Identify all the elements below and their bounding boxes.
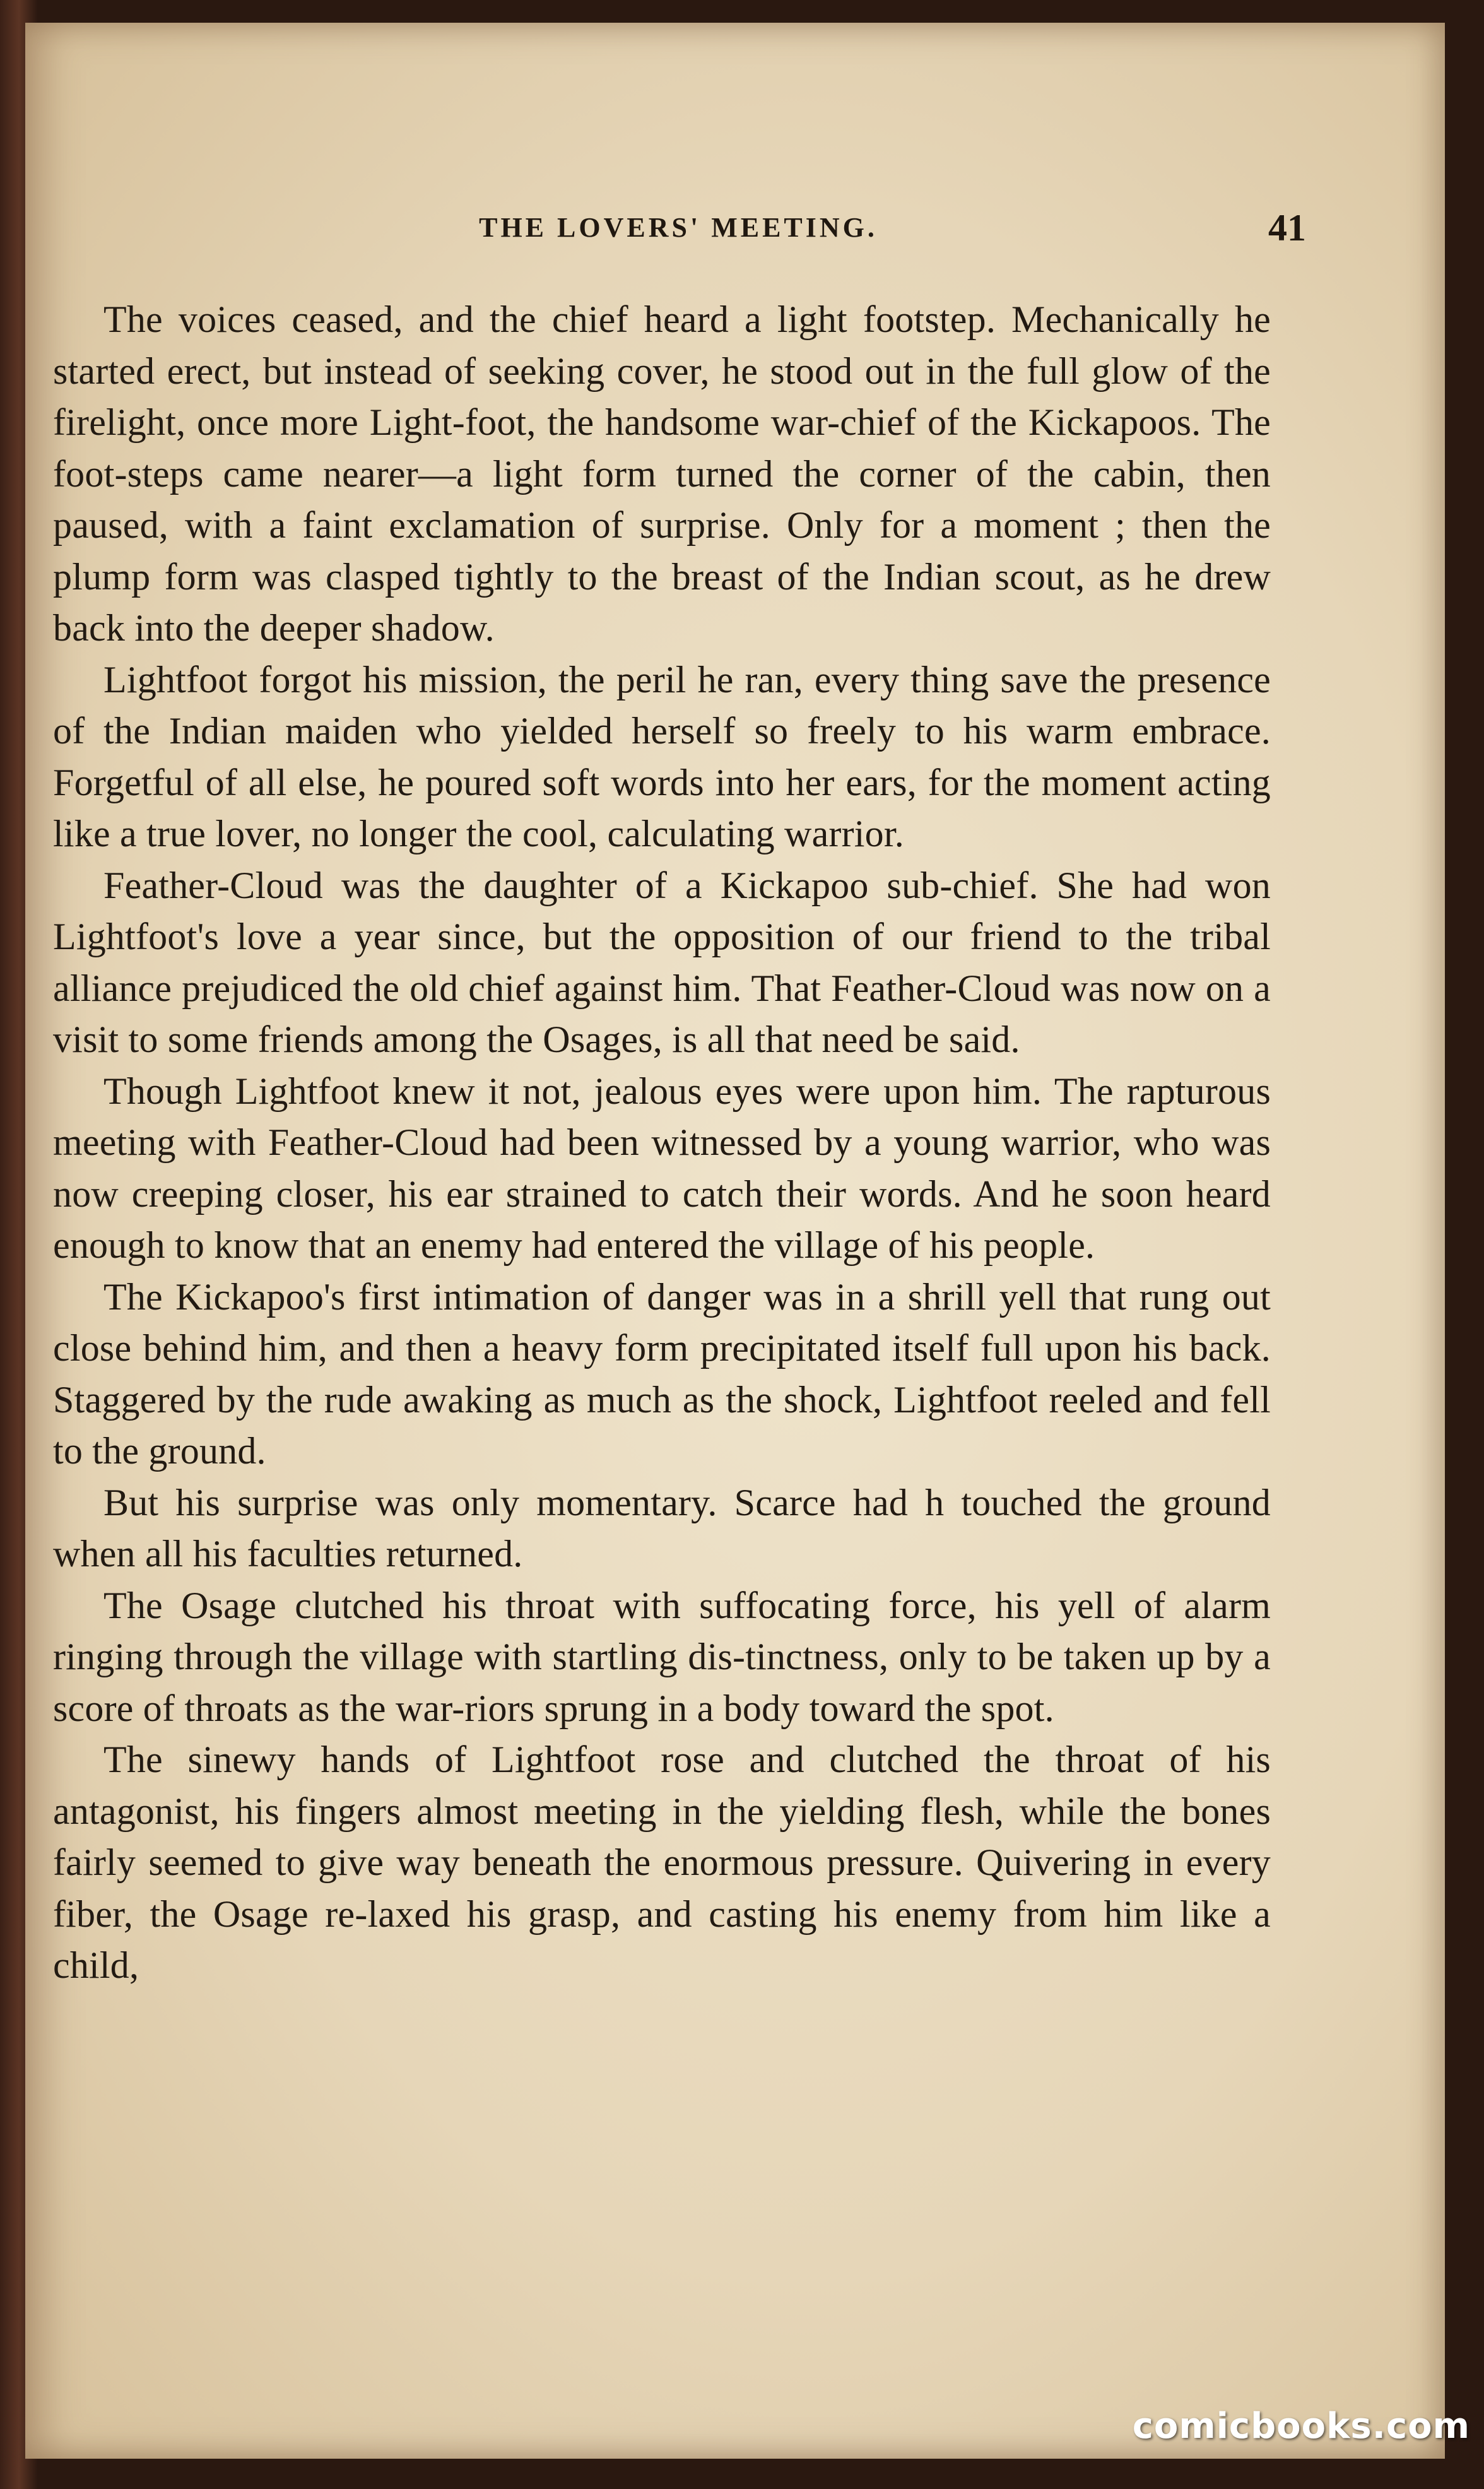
paragraph: Lightfoot forgot his mission, the peril he ran, every thing save the presence of the Indian maiden who yielded herself so freely to his warm embrace. Forgetful of all else, he poured soft words into her ears, for the moment acting like a true lover, no longer the cool, calculating warrior. <box>53 658 1271 854</box>
paragraph: The sinewy hands of Lightfoot rose and clutched the throat of his antagonist, his fingers almost meeting in the yielding flesh, while the bones fairly seemed to give way beneath the enormous pressure. Quivering in every fiber, the Osage re-laxed his grasp, and casting his enemy from him like a child, <box>53 1739 1271 1986</box>
paragraph: But his surprise was only momentary. Scarce had h touched the ground when all his faculties returned. <box>53 1481 1271 1575</box>
paragraph: The Kickapoo's first intimation of danger was in a shrill yell that rung out close behind him, and then a heavy form precipitated itself full upon his back. Staggered by the rude awaking as much as the shock, Lightfoot reeled and fell to the ground. <box>53 1275 1271 1472</box>
running-head <box>25 206 1445 250</box>
chapter-title: THE LOVERS' MEETING. <box>479 212 878 243</box>
site-watermark: comicbooks.com <box>1132 2406 1470 2447</box>
paragraph: The Osage clutched his throat with suffocating force, his yell of alarm ringing through the village with startling dis-tinctness, only to be taken up by a score of throats as the war-riors sprung in a body toward the spot. <box>53 1584 1271 1729</box>
body-text <box>53 294 1271 1992</box>
paragraph: Though Lightfoot knew it not, jealous eyes were upon him. The rapturous meeting with Feather-Cloud had been witnessed by a young warrior, who was now creeping closer, his ear strained to catch their words. And he soon heard enough to know that an enemy had entered the village of his people. <box>53 1070 1271 1266</box>
paragraph: Feather-Cloud was the daughter of a Kickapoo sub-chief. She had won Lightfoot's love a year since, but the opposition of our friend to the tribal alliance prejudiced the old chief against him. That Feather-Cloud was now on a visit to some friends among the Osages, is all that need be said. <box>53 864 1271 1060</box>
page-number: 41 <box>1268 207 1306 249</box>
paragraph: The voices ceased, and the chief heard a light footstep. Mechanically he started erect, but instead of seeking cover, he stood out in the full glow of the firelight, once more Light-foot, the handsome war-chief of the Kickapoos. The foot-steps came nearer—a light form turned the corner of the cabin, then paused, with a faint exclamation of surprise. Only for a moment ; then the plump form was clasped tightly to the breast of the Indian scout, as he drew back into the deeper shadow. <box>53 299 1271 649</box>
book-page <box>25 23 1445 2459</box>
